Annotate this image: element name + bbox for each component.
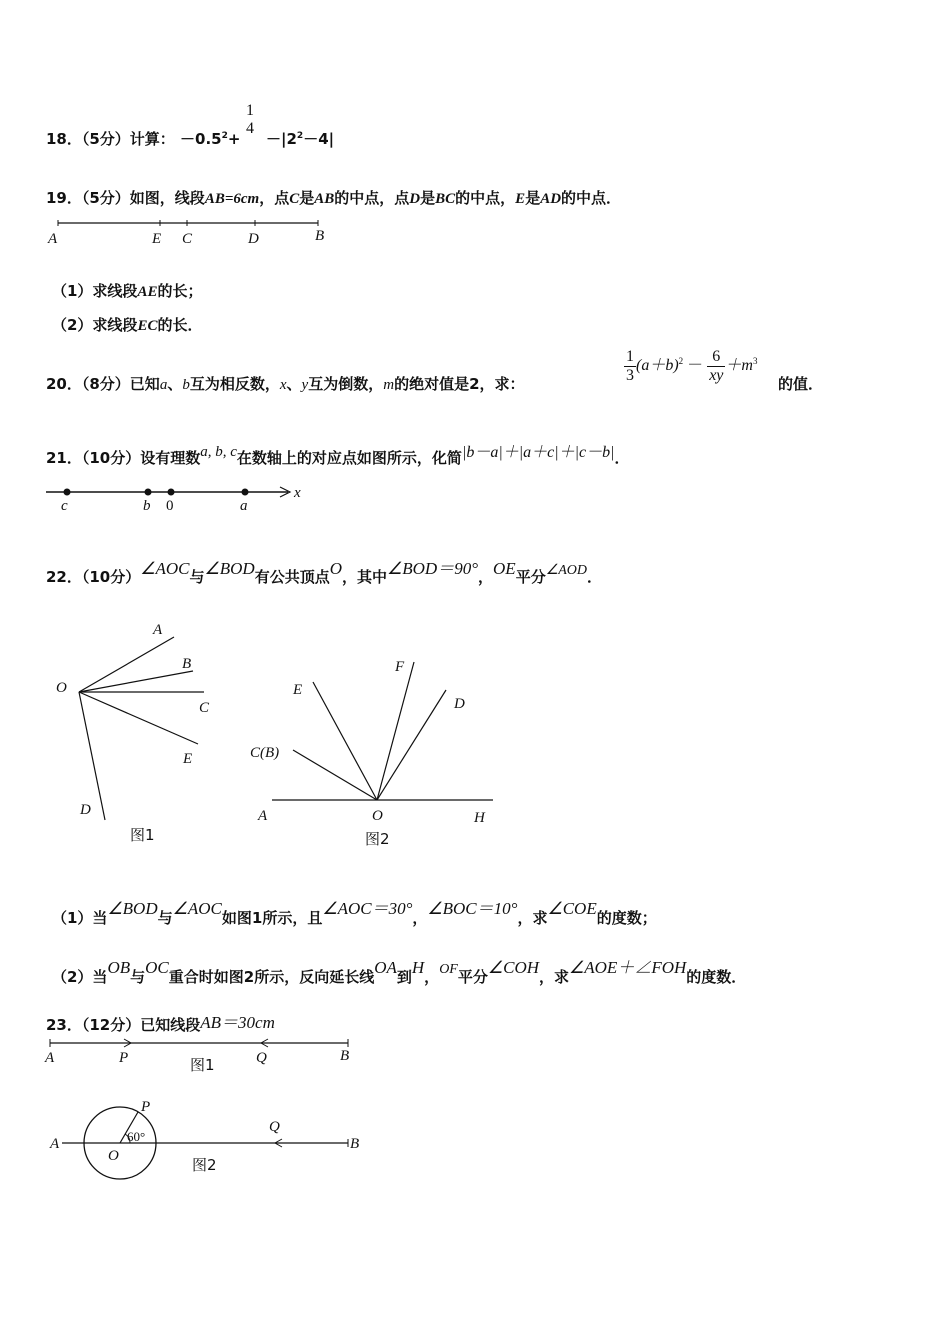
q22-fig1-label-b: B bbox=[182, 656, 192, 672]
q20-text: 互为倒数， bbox=[308, 375, 384, 393]
q20-var-x: x bbox=[279, 377, 287, 393]
q22-fig2-caption: 图2 bbox=[365, 830, 390, 848]
q21-axis-var: x bbox=[294, 485, 301, 501]
q20-var-a: a bbox=[159, 377, 168, 393]
q20-var-b: b bbox=[182, 377, 190, 393]
q22-sub2-text: ， bbox=[424, 968, 440, 986]
q23-fig1-label-q: Q bbox=[256, 1050, 267, 1066]
q22-text: 有公共顶点 bbox=[254, 568, 330, 586]
q23-fig1-label-b: B bbox=[340, 1048, 350, 1064]
q22-fig1-caption: 图1 bbox=[130, 826, 155, 844]
q19-point-e: E bbox=[515, 191, 526, 207]
q22-fig2-label-d: D bbox=[454, 696, 465, 712]
q22-fig2-label-e: E bbox=[293, 682, 303, 698]
q22-fig1-label-d: D bbox=[80, 802, 91, 818]
q19-sub1-seg: AE bbox=[137, 284, 158, 300]
q21-text: 21．（10分）设有理数 bbox=[46, 449, 201, 467]
q22-oe: OE bbox=[493, 559, 516, 578]
q22-sub2-oc: OC bbox=[145, 958, 169, 977]
q22-sub2-text: 到 bbox=[396, 968, 412, 986]
q22-sub1-text: ，求 bbox=[517, 909, 548, 927]
q20-paren: (a＋b) bbox=[636, 357, 679, 375]
q22-sub2-text: 的度数． bbox=[686, 968, 747, 986]
q22-sub2-sum: ∠AOE＋∠FOH bbox=[569, 958, 687, 977]
q22-sub1-boc10: ∠BOC＝10° bbox=[427, 899, 518, 918]
q23-fig1-label-a: A bbox=[45, 1050, 55, 1066]
q20-frac2-den: xy bbox=[709, 367, 724, 384]
q19-label-c: C bbox=[182, 231, 193, 247]
q18-exp-b: 2 bbox=[296, 131, 304, 141]
q21-label-0: 0 bbox=[166, 498, 174, 514]
q19-lead: 19．（5分）如图，线段 bbox=[46, 189, 205, 207]
q18-frac-num: 1 bbox=[246, 102, 254, 119]
q19-label-a: A bbox=[48, 231, 58, 247]
q23-fig2-label-o: O bbox=[108, 1148, 119, 1164]
q18-expr-a: －0.5 bbox=[180, 130, 222, 148]
q18-plus: + bbox=[227, 130, 241, 148]
q22-text: 平分 bbox=[515, 568, 546, 586]
q19-sub2-seg: EC bbox=[137, 318, 158, 334]
q23-text: 23．（12分）已知线段 bbox=[46, 1016, 201, 1034]
q22-text: 与 bbox=[189, 568, 205, 586]
q20-text: 20．（8分）已知 bbox=[46, 375, 160, 393]
q22-sub2-text: 重合时如图2所示，反向延长线 bbox=[168, 968, 375, 986]
q23-fig1-caption: 图1 bbox=[190, 1056, 215, 1074]
q22-sub2-text: （2）当 bbox=[52, 968, 108, 986]
q22-o: O bbox=[329, 559, 342, 578]
q23-fig1-label-p: P bbox=[119, 1050, 129, 1066]
q22-fig1-label-c: C bbox=[199, 700, 210, 716]
q22-bod90: ∠BOD＝90° bbox=[387, 559, 478, 578]
q23-fig2-label-q: Q bbox=[269, 1119, 280, 1135]
q20-var-y: y bbox=[301, 377, 309, 393]
q22-sub1-aoc30: ∠AOC＝30° bbox=[322, 899, 413, 918]
q20-tail: 的值． bbox=[778, 375, 824, 393]
q22-sub1-text: ， bbox=[412, 909, 428, 927]
q22-aod: ∠AOD bbox=[545, 563, 588, 578]
q21-label-b: b bbox=[143, 498, 151, 514]
q20-exp3: 3 bbox=[752, 355, 758, 366]
q19-text: 的中点， bbox=[455, 189, 516, 207]
q22-sub2-text: 平分 bbox=[457, 968, 488, 986]
q23-fig2-label-a: A bbox=[50, 1136, 60, 1152]
q22-sub2-text: ，求 bbox=[539, 968, 570, 986]
q22-sub1-coe: ∠COE bbox=[547, 899, 597, 918]
q22-sub1-aoc: ∠AOC bbox=[172, 899, 222, 918]
q22-sub2-h: H bbox=[411, 958, 425, 977]
q19-text: 的中点，点 bbox=[334, 189, 410, 207]
q21-expr: |b－a|＋|a＋c|＋|c－b| bbox=[461, 444, 615, 461]
q20-var-m: m bbox=[383, 377, 395, 393]
q22-fig2-label-a: A bbox=[258, 808, 268, 824]
q22-sub1-text: 与 bbox=[157, 909, 173, 927]
q23-fig2-label-p: P bbox=[141, 1099, 151, 1115]
q21-text: ． bbox=[614, 449, 630, 467]
q19-label-d: D bbox=[248, 231, 259, 247]
q19-ab-eq: AB=6cm bbox=[204, 191, 260, 207]
q22-sub2-ob: OB bbox=[107, 958, 131, 977]
q22-sub2-of: OF bbox=[439, 962, 458, 977]
q23-fig2-label-b: B bbox=[350, 1136, 360, 1152]
q19-seg-bc: BC bbox=[435, 191, 456, 207]
q18-tail: －4| bbox=[303, 130, 335, 148]
q22-fig1-label-o: O bbox=[56, 680, 67, 696]
q23-fig2-caption: 图2 bbox=[192, 1156, 217, 1174]
q22-text: ． bbox=[587, 568, 603, 586]
q20-text: 、 bbox=[286, 375, 302, 393]
q20-frac1-num: 1 bbox=[626, 348, 634, 365]
q20-minus: － bbox=[687, 357, 704, 375]
q19-label-e: E bbox=[152, 231, 162, 247]
q20-exp: 2 bbox=[678, 355, 684, 366]
q19-sub1-text: 的长； bbox=[157, 282, 203, 300]
q22-bod: ∠BOD bbox=[204, 559, 255, 578]
q19-seg-ab: AB bbox=[314, 191, 335, 207]
q21-label-c: c bbox=[61, 498, 68, 514]
q22-fig1-label-e: E bbox=[183, 751, 193, 767]
q21-vars: a, b, c bbox=[200, 444, 237, 460]
q22-sub2-coh: ∠COH bbox=[487, 958, 540, 977]
q20-frac1-den: 3 bbox=[626, 367, 634, 384]
q19-seg-ad: AD bbox=[540, 191, 562, 207]
q19-text: 是 bbox=[420, 189, 436, 207]
q19-sub2-text: （2）求线段 bbox=[52, 316, 138, 334]
q20-frac2-num: 6 bbox=[712, 348, 721, 365]
q20-text: 的绝对值是2，求： bbox=[394, 375, 525, 393]
q22-fig2-label-h: H bbox=[474, 810, 485, 826]
q19-sub2-text: 的长． bbox=[157, 316, 203, 334]
q18-frac-den: 4 bbox=[246, 120, 254, 137]
q22-fig2-label-f: F bbox=[395, 659, 405, 675]
q20-plus-m: ＋m bbox=[725, 357, 753, 375]
q23-fig1 bbox=[44, 1039, 349, 1074]
q22-fig2-label-cb: C(B) bbox=[250, 745, 280, 761]
q19-point-c: C bbox=[289, 191, 300, 207]
q22-fig1-label-a: A bbox=[153, 622, 163, 638]
q22-text: ， bbox=[478, 568, 494, 586]
q23-ab30: AB＝30cm bbox=[200, 1013, 275, 1032]
q19-text: 的中点． bbox=[561, 189, 622, 207]
q23-fig2 bbox=[49, 1099, 359, 1179]
q22-sub1-text: （1）当 bbox=[52, 909, 108, 927]
q19-text: ，点 bbox=[259, 189, 290, 207]
q23-fig2-label-angle: 60° bbox=[127, 1129, 146, 1144]
q19-point-d: D bbox=[409, 191, 421, 207]
q22-sub2-text: 与 bbox=[130, 968, 146, 986]
q22-sub2-oa: OA bbox=[374, 958, 397, 977]
q18-lead: 18．（5分）计算： bbox=[46, 130, 175, 148]
q19-text: 是 bbox=[299, 189, 315, 207]
q22-sub1-bod: ∠BOD bbox=[107, 899, 158, 918]
q19-text: 是 bbox=[525, 189, 541, 207]
q21-text: 在数轴上的对应点如图所示，化简 bbox=[236, 449, 462, 467]
q20-text: 、 bbox=[167, 375, 183, 393]
q22-sub1-text: 的度数； bbox=[596, 909, 657, 927]
q21-label-a: a bbox=[240, 498, 248, 514]
q20-text: 互为相反数， bbox=[189, 375, 280, 393]
q22-fig2-label-o: O bbox=[372, 808, 383, 824]
q22-text: 22．（10分） bbox=[46, 568, 141, 586]
q19-sub1-text: （1）求线段 bbox=[52, 282, 138, 300]
q19-label-b: B bbox=[315, 228, 325, 244]
q22-sub1-text: 如图1所示，且 bbox=[221, 909, 323, 927]
q18-exp: 2 bbox=[221, 131, 228, 141]
q22-text: ，其中 bbox=[342, 568, 388, 586]
q22-aoc: ∠AOC bbox=[140, 559, 190, 578]
q18-minus: －|2 bbox=[266, 130, 297, 148]
